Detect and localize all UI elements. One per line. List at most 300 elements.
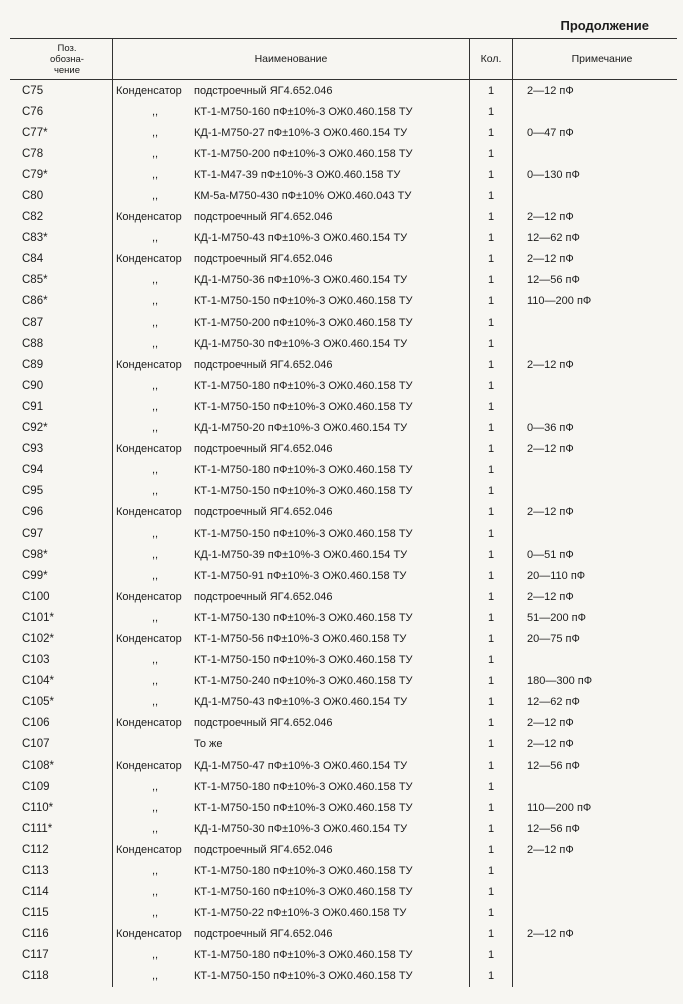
row-qty: 1 — [470, 966, 513, 987]
row-qty: 1 — [470, 418, 513, 439]
row-qty: 1 — [470, 692, 513, 713]
header-qty: Кол. — [470, 39, 513, 80]
row-name: КТ-1-М750-180 пФ±10%-3 ОЖ0.460.158 ТУ — [194, 379, 413, 392]
table-row — [10, 460, 677, 481]
row-name-cell — [113, 164, 470, 185]
row-name-cell — [113, 713, 470, 734]
table-row — [10, 586, 677, 607]
row-note: 20—75 пФ — [513, 628, 678, 649]
row-name: КМ-5а-М750-430 пФ±10% ОЖ0.460.043 ТУ — [194, 190, 412, 203]
row-position: С117 — [22, 949, 49, 962]
row-name-cell — [113, 101, 470, 122]
row-type: ,, — [151, 865, 159, 878]
row-qty: 1 — [470, 565, 513, 586]
row-position: С93 — [22, 443, 44, 456]
row-name: КД-1-М750-43 пФ±10%-3 ОЖ0.460.154 ТУ — [194, 232, 408, 245]
table-row — [10, 418, 677, 439]
row-position: С101* — [22, 611, 54, 624]
row-position: С95 — [22, 485, 44, 498]
row-name: подстроечный ЯГ4.652.046 — [194, 84, 333, 97]
row-type: ,, — [151, 970, 159, 983]
row-qty: 1 — [470, 945, 513, 966]
row-name: КТ-1-М750-150 пФ±10%-3 ОЖ0.460.158 ТУ — [194, 654, 413, 667]
table-row — [10, 628, 677, 649]
table-row — [10, 692, 677, 713]
row-note — [513, 860, 678, 881]
row-qty: 1 — [470, 249, 513, 270]
row-name-cell — [113, 839, 470, 860]
row-name: КТ-1-М750-180 пФ±10%-3 ОЖ0.460.158 ТУ — [194, 464, 413, 477]
table-row — [10, 101, 677, 122]
row-name-cell — [113, 945, 470, 966]
row-note: 0—130 пФ — [513, 164, 678, 185]
row-position: С92* — [22, 422, 48, 435]
row-qty: 1 — [470, 671, 513, 692]
row-note: 12—56 пФ — [513, 270, 678, 291]
row-qty: 1 — [470, 228, 513, 249]
row-name: КД-1-М750-30 пФ±10%-3 ОЖ0.460.154 ТУ — [194, 822, 408, 835]
row-type: ,, — [151, 675, 159, 688]
row-type: ,, — [151, 822, 159, 835]
row-note: 51—200 пФ — [513, 607, 678, 628]
row-position: С111* — [22, 822, 53, 835]
row-qty: 1 — [470, 502, 513, 523]
row-type: ,, — [151, 527, 159, 540]
row-position: С109 — [22, 780, 50, 793]
row-note: 2—12 пФ — [513, 586, 678, 607]
row-name: КТ-1-М750-150 пФ±10%-3 ОЖ0.460.158 ТУ — [194, 485, 413, 498]
row-position: С91 — [22, 400, 44, 413]
row-position: С103 — [22, 654, 50, 667]
row-type: Конденсатор — [116, 211, 182, 224]
row-position: С106 — [22, 717, 50, 730]
row-note: 2—12 пФ — [513, 713, 678, 734]
table-row — [10, 797, 677, 818]
header-position-line1: Поз. — [57, 42, 77, 54]
header-name: Наименование — [113, 39, 470, 80]
row-note — [513, 396, 678, 417]
row-name-cell — [113, 607, 470, 628]
table-row — [10, 544, 677, 565]
row-type: ,, — [151, 780, 159, 793]
table-row — [10, 481, 677, 502]
row-name: КД-1-М750-39 пФ±10%-3 ОЖ0.460.154 ТУ — [194, 548, 408, 561]
table-row — [10, 607, 677, 628]
table-row — [10, 143, 677, 164]
row-type: Конденсатор — [116, 843, 182, 856]
row-name: КД-1-М750-27 пФ±10%-3 ОЖ0.460.154 ТУ — [194, 126, 408, 139]
row-name: подстроечный ЯГ4.652.046 — [194, 590, 333, 603]
row-type: Конденсатор — [116, 84, 182, 97]
row-note — [513, 650, 678, 671]
row-name: КД-1-М750-36 пФ±10%-3 ОЖ0.460.154 ТУ — [194, 274, 408, 287]
row-name-cell — [113, 481, 470, 502]
table-row — [10, 650, 677, 671]
row-name-cell — [113, 882, 470, 903]
row-position: С113 — [22, 865, 49, 878]
row-qty: 1 — [470, 860, 513, 881]
row-type: ,, — [151, 232, 159, 245]
row-name: КТ-1-М750-56 пФ±10%-3 ОЖ0.460.158 ТУ — [194, 632, 407, 645]
row-note: 2—12 пФ — [513, 207, 678, 228]
row-type: ,, — [151, 274, 159, 287]
row-note: 0—51 пФ — [513, 544, 678, 565]
row-type: Конденсатор — [116, 358, 182, 371]
row-type: ,, — [151, 696, 159, 709]
row-qty: 1 — [470, 650, 513, 671]
row-name: КТ-1-М750-200 пФ±10%-3 ОЖ0.460.158 ТУ — [194, 316, 413, 329]
table-row — [10, 671, 677, 692]
row-name: подстроечный ЯГ4.652.046 — [194, 211, 333, 224]
table-row — [10, 228, 677, 249]
row-qty: 1 — [470, 460, 513, 481]
row-type: Конденсатор — [116, 253, 182, 266]
row-qty: 1 — [470, 523, 513, 544]
row-qty: 1 — [470, 333, 513, 354]
row-name: КД-1-М750-30 пФ±10%-3 ОЖ0.460.154 ТУ — [194, 337, 408, 350]
row-name-cell — [113, 375, 470, 396]
table-row — [10, 396, 677, 417]
row-name: КТ-1-М750-150 пФ±10%-3 ОЖ0.460.158 ТУ — [194, 400, 413, 413]
row-note — [513, 776, 678, 797]
row-type: ,, — [151, 168, 159, 181]
table-row — [10, 80, 677, 102]
table-row — [10, 249, 677, 270]
row-name: подстроечный ЯГ4.652.046 — [194, 358, 333, 371]
table-row — [10, 207, 677, 228]
row-position: С84 — [22, 253, 44, 266]
row-position: С86* — [22, 295, 48, 308]
row-name: КТ-1-М750-150 пФ±10%-3 ОЖ0.460.158 ТУ — [194, 527, 413, 540]
row-type: ,, — [151, 801, 159, 814]
row-note: 20—110 пФ — [513, 565, 678, 586]
row-name-cell — [113, 418, 470, 439]
row-note: 0—36 пФ — [513, 418, 678, 439]
row-name-cell — [113, 228, 470, 249]
row-position: С98* — [22, 548, 48, 561]
header-position-line3: чение — [53, 64, 81, 76]
table-row — [10, 312, 677, 333]
row-name-cell — [113, 396, 470, 417]
row-name: КТ-1-М750-150 пФ±10%-3 ОЖ0.460.158 ТУ — [194, 970, 413, 983]
row-note — [513, 333, 678, 354]
row-name-cell — [113, 797, 470, 818]
row-note: 180—300 пФ — [513, 671, 678, 692]
row-name: подстроечный ЯГ4.652.046 — [194, 928, 333, 941]
row-name: подстроечный ЯГ4.652.046 — [194, 717, 333, 730]
table-row — [10, 523, 677, 544]
row-note: 12—56 пФ — [513, 818, 678, 839]
row-position: С110* — [22, 801, 54, 814]
row-type: ,, — [151, 464, 159, 477]
row-position: С107 — [22, 738, 50, 751]
row-type: Конденсатор — [116, 928, 182, 941]
row-name: КТ-1-М750-22 пФ±10%-3 ОЖ0.460.158 ТУ — [194, 907, 407, 920]
row-name: КТ-1-М750-160 пФ±10%-3 ОЖ0.460.158 ТУ — [194, 886, 413, 899]
row-position: С115 — [22, 907, 49, 920]
row-note — [513, 101, 678, 122]
row-note: 0—47 пФ — [513, 122, 678, 143]
row-name: То же — [194, 738, 223, 751]
row-name-cell — [113, 818, 470, 839]
row-position: С89 — [22, 358, 44, 371]
row-name-cell — [113, 903, 470, 924]
row-position: С118 — [22, 970, 49, 983]
row-type: Конденсатор — [116, 590, 182, 603]
table-header — [10, 39, 677, 80]
row-position: С75 — [22, 84, 44, 97]
row-type: ,, — [151, 295, 159, 308]
row-position: С99* — [22, 569, 48, 582]
row-name-cell — [113, 776, 470, 797]
row-name-cell — [113, 80, 470, 102]
row-position: С76 — [22, 105, 44, 118]
row-type: ,, — [151, 485, 159, 498]
row-position: С79* — [22, 168, 48, 181]
row-position: С116 — [22, 928, 49, 941]
table-row — [10, 882, 677, 903]
row-position: С77* — [22, 126, 48, 139]
row-note — [513, 375, 678, 396]
row-position: С85* — [22, 274, 48, 287]
continuation-label: Продолжение — [560, 18, 649, 33]
row-note: 2—12 пФ — [513, 502, 678, 523]
table-row — [10, 860, 677, 881]
table-row — [10, 945, 677, 966]
row-type: Конденсатор — [116, 717, 182, 730]
row-name: подстроечный ЯГ4.652.046 — [194, 443, 333, 456]
row-type: Конденсатор — [116, 632, 182, 645]
row-position: С83* — [22, 232, 48, 245]
row-type: ,, — [151, 886, 159, 899]
row-name: подстроечный ЯГ4.652.046 — [194, 506, 333, 519]
row-note — [513, 143, 678, 164]
row-qty: 1 — [470, 797, 513, 818]
row-note: 12—62 пФ — [513, 692, 678, 713]
row-name-cell — [113, 565, 470, 586]
row-qty: 1 — [470, 122, 513, 143]
row-name: КД-1-М750-47 пФ±10%-3 ОЖ0.460.154 ТУ — [194, 759, 408, 772]
row-name-cell — [113, 860, 470, 881]
row-type: ,, — [151, 105, 159, 118]
row-position: С80 — [22, 190, 44, 203]
table-row — [10, 776, 677, 797]
row-note — [513, 185, 678, 206]
row-note — [513, 460, 678, 481]
table-row — [10, 839, 677, 860]
row-position: С78 — [22, 147, 44, 160]
row-name-cell — [113, 924, 470, 945]
table-row — [10, 924, 677, 945]
row-note: 110—200 пФ — [513, 797, 678, 818]
row-name-cell — [113, 333, 470, 354]
components-table — [10, 38, 677, 987]
table-body — [10, 80, 677, 988]
row-note: 12—62 пФ — [513, 228, 678, 249]
row-position: С114 — [22, 886, 49, 899]
row-type: Конденсатор — [116, 759, 182, 772]
row-name-cell — [113, 185, 470, 206]
row-type: ,, — [151, 907, 159, 920]
row-name-cell — [113, 586, 470, 607]
table-row — [10, 375, 677, 396]
row-name-cell — [113, 439, 470, 460]
row-qty: 1 — [470, 375, 513, 396]
header-position-line2: обозна- — [50, 53, 84, 65]
row-qty: 1 — [470, 481, 513, 502]
row-name-cell — [113, 502, 470, 523]
row-note: 2—12 пФ — [513, 839, 678, 860]
row-name-cell — [113, 671, 470, 692]
table-row — [10, 502, 677, 523]
row-qty: 1 — [470, 713, 513, 734]
row-position: С88 — [22, 337, 44, 350]
table-row — [10, 354, 677, 375]
row-note: 2—12 пФ — [513, 734, 678, 755]
row-qty: 1 — [470, 270, 513, 291]
table-row — [10, 164, 677, 185]
row-qty: 1 — [470, 628, 513, 649]
row-position: С104* — [22, 675, 54, 688]
row-qty: 1 — [470, 164, 513, 185]
table-row — [10, 818, 677, 839]
row-qty: 1 — [470, 882, 513, 903]
row-qty: 1 — [470, 924, 513, 945]
row-name: КТ-1-М750-130 пФ±10%-3 ОЖ0.460.158 ТУ — [194, 611, 413, 624]
row-qty: 1 — [470, 776, 513, 797]
row-type: Конденсатор — [116, 506, 182, 519]
row-name: КД-1-М750-20 пФ±10%-3 ОЖ0.460.154 ТУ — [194, 422, 408, 435]
row-name-cell — [113, 143, 470, 164]
row-position: С100 — [22, 590, 50, 603]
row-type: ,, — [151, 949, 159, 962]
row-qty: 1 — [470, 734, 513, 755]
row-note — [513, 945, 678, 966]
row-type: ,, — [151, 190, 159, 203]
row-type: ,, — [151, 422, 159, 435]
row-name-cell — [113, 460, 470, 481]
row-name-cell — [113, 966, 470, 987]
table-row — [10, 122, 677, 143]
row-qty: 1 — [470, 354, 513, 375]
row-qty: 1 — [470, 818, 513, 839]
row-position: С102* — [22, 632, 54, 645]
row-note: 2—12 пФ — [513, 249, 678, 270]
row-note — [513, 903, 678, 924]
row-position: С82 — [22, 211, 44, 224]
row-name: КТ-1-М750-180 пФ±10%-3 ОЖ0.460.158 ТУ — [194, 865, 413, 878]
table-row — [10, 439, 677, 460]
row-qty: 1 — [470, 439, 513, 460]
row-type: ,, — [151, 337, 159, 350]
row-qty: 1 — [470, 839, 513, 860]
row-position: С87 — [22, 316, 44, 329]
row-name-cell — [113, 755, 470, 776]
table-row — [10, 185, 677, 206]
row-name-cell — [113, 692, 470, 713]
row-name: КТ-1-М750-150 пФ±10%-3 ОЖ0.460.158 ТУ — [194, 801, 413, 814]
row-name-cell — [113, 270, 470, 291]
row-name-cell — [113, 628, 470, 649]
row-type: ,, — [151, 379, 159, 392]
row-name-cell — [113, 650, 470, 671]
row-name: КТ-1-М750-200 пФ±10%-3 ОЖ0.460.158 ТУ — [194, 147, 413, 160]
row-note — [513, 966, 678, 987]
row-type: ,, — [151, 400, 159, 413]
row-note: 2—12 пФ — [513, 354, 678, 375]
row-type: ,, — [151, 548, 159, 561]
row-name-cell — [113, 122, 470, 143]
row-qty: 1 — [470, 586, 513, 607]
row-name-cell — [113, 354, 470, 375]
row-note — [513, 882, 678, 903]
row-position: С90 — [22, 379, 44, 392]
row-qty: 1 — [470, 185, 513, 206]
row-name-cell — [113, 291, 470, 312]
row-name: КД-1-М750-43 пФ±10%-3 ОЖ0.460.154 ТУ — [194, 696, 408, 709]
table-row — [10, 333, 677, 354]
row-qty: 1 — [470, 396, 513, 417]
row-qty: 1 — [470, 903, 513, 924]
row-name: КТ-1-М750-150 пФ±10%-3 ОЖ0.460.158 ТУ — [194, 295, 413, 308]
row-position: С112 — [22, 843, 49, 856]
row-name: КТ-1-М750-160 пФ±10%-3 ОЖ0.460.158 ТУ — [194, 105, 413, 118]
row-note: 2—12 пФ — [513, 439, 678, 460]
row-name-cell — [113, 207, 470, 228]
row-name: КТ-1-М750-240 пФ±10%-3 ОЖ0.460.158 ТУ — [194, 675, 413, 688]
row-note — [513, 523, 678, 544]
row-qty: 1 — [470, 312, 513, 333]
row-name-cell — [113, 249, 470, 270]
row-type: ,, — [151, 316, 159, 329]
row-qty: 1 — [470, 607, 513, 628]
row-qty: 1 — [470, 755, 513, 776]
row-name: подстроечный ЯГ4.652.046 — [194, 253, 333, 266]
row-name: подстроечный ЯГ4.652.046 — [194, 843, 333, 856]
table-row — [10, 903, 677, 924]
row-name-cell — [113, 734, 470, 755]
row-qty: 1 — [470, 544, 513, 565]
row-type: ,, — [151, 654, 159, 667]
table-row — [10, 966, 677, 987]
row-qty: 1 — [470, 101, 513, 122]
row-note: 2—12 пФ — [513, 80, 678, 102]
row-qty: 1 — [470, 291, 513, 312]
table-row — [10, 291, 677, 312]
row-type: Конденсатор — [116, 443, 182, 456]
row-name: КТ-1-М47-39 пФ±10%-3 ОЖ0.460.158 ТУ — [194, 168, 401, 181]
table-row — [10, 755, 677, 776]
row-note: 2—12 пФ — [513, 924, 678, 945]
row-position: С108* — [22, 759, 54, 772]
row-qty: 1 — [470, 80, 513, 102]
row-name-cell — [113, 544, 470, 565]
header-note: Примечание — [513, 39, 678, 80]
row-position: С105* — [22, 696, 54, 709]
row-name-cell — [113, 523, 470, 544]
row-qty: 1 — [470, 143, 513, 164]
row-note — [513, 312, 678, 333]
table-row — [10, 270, 677, 291]
row-position: С96 — [22, 506, 44, 519]
row-note: 110—200 пФ — [513, 291, 678, 312]
row-name: КТ-1-М750-180 пФ±10%-3 ОЖ0.460.158 ТУ — [194, 780, 413, 793]
table-row — [10, 565, 677, 586]
row-position: С94 — [22, 464, 44, 477]
row-name-cell — [113, 312, 470, 333]
row-type: ,, — [151, 569, 159, 582]
table-row — [10, 734, 677, 755]
